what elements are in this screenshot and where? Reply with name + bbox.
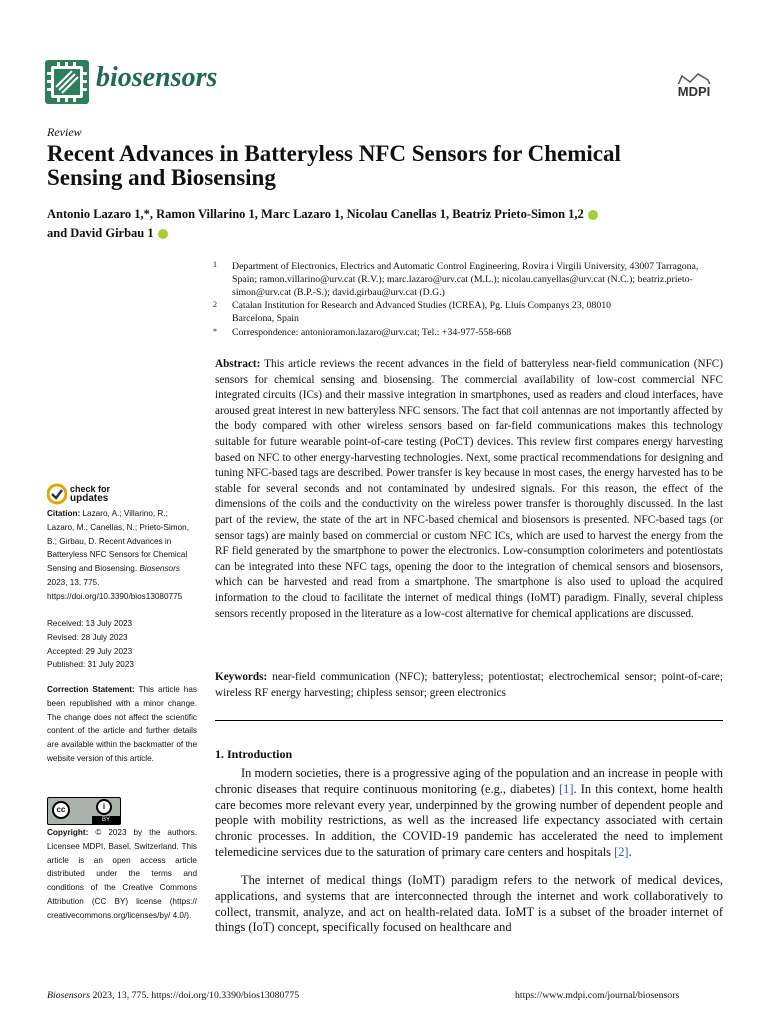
keywords-label: Keywords: [215, 671, 268, 683]
affiliation-2: Catalan Institution for Research and Advanced Studies (ICREA), Pg. Lluís Companys 23, 08010 Barcelona, Spain [232, 300, 612, 324]
authors-line-2 [47, 224, 727, 243]
authors-line-1-text: Antonio Lazaro 1,*, Ramon Villarino 1, Marc Lazaro 1, Nicolau Canellas 1, Beatriz Prieto-Simon 1,2 [47, 207, 584, 221]
correction-label: Correction Statement: [47, 685, 135, 694]
publication-dates [47, 617, 197, 672]
abstract-text: This article reviews the recent advances in the field of batteryless near-field communication (NFC) sensors for chemical sensing and biosensing. The commercial availability of low-cost commercial NFC integrated circuits (ICs) and their massive integration in smartphones, used as readers and cloud interfaces, have aroused great interest in new batteryless NFC sensors. The fact that coil antennas are not importantly affected by the body compared with other wireless sensors based on far-field communications makes this technology suitable for future wearable point-of-care testing (PoCT) devices. This review first compares energy harvesting based on NFC to other energy-harvesting technologies. Next, some practical recommendations for designing and tuning NFC-based tags are described. Power transfer is key because in most cases, the energy harvested has to be stable for several seconds and not contaminated by undesired signals. For this reason, the effect of the dimensions of the coils and the conductivity on the wireless power transfer is thoroughly discussed. In the last part of the review, the state of the art in NFC-based chemical and biosensors is presented. NFC-based tags (or sensor tags) are mainly based on commercial or custom NFC ICs, which are used to harvest the energy from the RF field generated by the smartphone to power the electronics. Low-consumption colorimeters and potentiostats can be integrated into these NFC tags, opening the door to the integration of chemical sensors and biosensors, which can be harvested and read from a smartphone. The smartphone is also used to upload the acquired information to the cloud to facilitate the internet of medical things (IoMT) paradigm. Finally, several chipless sensors recently proposed in the literature as a low-cost alternative for chemical applications are discussed. [215, 358, 723, 620]
copyright-label: Copyright: [47, 828, 89, 837]
intro-p1-body [215, 766, 723, 861]
orcid-icon[interactable] [588, 210, 598, 220]
orcid-icon[interactable] [158, 229, 168, 239]
affiliation-number: 1 [213, 260, 217, 269]
copyright [47, 826, 197, 923]
footer-journal: Biosensors [47, 990, 91, 1001]
section-heading: 1. Introduction [215, 747, 293, 761]
affiliation-1: Department of Electronics, Electrics and Automatic Control Engineering, Rovira i Virgili University, 43007 Tarragona, Spain; ramon.villarino@urv.cat (R.V.); marc.lazaro@urv.cat (M.L.); nicolau.canyellas@urv.cat (N.C.); beatriz.prieto-simon@urv.cat (B.P.-S.); david.girbau@urv.cat (D.G.) [232, 261, 699, 298]
footer-journal-url[interactable]: https://www.mdpi.com/journal/biosensors [515, 990, 680, 1001]
intro-p2-text: The internet of medical things (IoMT) paradigm refers to the network of medical devices, applications, and systems that are interconnected through the internet and work collaboratively to collect, transmit, analyze, and act on health-related data. IoMT is a subset of the broader internet of things (IoT) concept, specifically focused on healthcare and [215, 873, 723, 935]
intro-p1-text-c: . [628, 844, 632, 859]
keywords-text: near-field communication (NFC); batteryless; potentiostat; electrochemical sensor; point-of-care; wireless RF energy harvesting; chipless sensor; green electronics [215, 671, 723, 699]
mdpi-logo-icon [668, 72, 720, 105]
check-line-1: check for [70, 484, 111, 494]
correction-text: This article has been republished with a minor change. The change does not affect the scientific content of the article and further details are available within the backmatter of the website version of this article. [47, 685, 197, 763]
copyright-text: © 2023 by the authors. Licensee MDPI, Basel, Switzerland. This article is an open access article distributed under the terms and conditions of the Creative Commons Attribution (CC BY) license (https:// creativecommons.org/licenses/by/ 4.0/). [47, 828, 197, 920]
citation-doi[interactable]: 2023, 13, 775. https://doi.org/10.3390/bios13080775 [47, 577, 183, 601]
citation-text: Lazaro, A.; Villarino, R.; Lazaro, M.; Canellas, N.; Prieto-Simon, B.; Girbau, D. Recent Advances in Batteryless NFC Sensors for Chemical Sensing and Biosensing. [47, 509, 189, 574]
intro-paragraph-1 [215, 766, 723, 861]
intro-paragraph-2 [215, 873, 723, 936]
authors-line-1 [47, 205, 727, 224]
article-title: Recent Advances in Batteryless NFC Sensors for Chemical Sensing and Biosensing [47, 141, 621, 190]
abstract-label: Abstract: [215, 358, 261, 370]
citation [47, 507, 197, 604]
keywords [215, 670, 723, 701]
reference-link[interactable]: [1] [559, 781, 574, 796]
date-revised: Revised: 28 July 2023 [47, 632, 128, 642]
section-divider [215, 720, 723, 721]
check-line-2: updates [70, 493, 109, 504]
cc-by-label: BY [92, 816, 120, 824]
abstract [215, 357, 723, 622]
authors-line-2-text: and David Girbau 1 [47, 226, 154, 240]
footer-doi[interactable]: 2023, 13, 775. https://doi.org/10.3390/bios13080775 [92, 990, 300, 1001]
author-list [47, 205, 727, 243]
cc-by-license-icon[interactable] [47, 797, 121, 825]
check-for-updates-icon[interactable] [47, 483, 67, 510]
affiliation-number: * [213, 327, 217, 336]
correspondence: Correspondence: antonioramon.lazaro@urv.cat; Tel.: +34-977-558-668 [232, 327, 512, 338]
date-received: Received: 13 July 2023 [47, 619, 133, 628]
citation-label: Citation: [47, 509, 81, 518]
check-for-updates-label[interactable] [70, 484, 110, 504]
date-accepted: Accepted: 29 July 2023 [47, 646, 133, 656]
publisher-name: MDPI [677, 84, 711, 99]
journal-name: biosensors [96, 62, 218, 93]
intro-p1-text-a: In modern societies, there is a progressive aging of the population and an increase in people with chronic diseases that require continuous monitoring (e.g., diabetes) [215, 766, 723, 796]
journal-logo-icon [45, 60, 89, 104]
person-icon: i [96, 799, 112, 815]
article-type: Review [47, 125, 82, 139]
intro-p1-text-b: . In this context, home health care becomes more relevant every year, underpinned by the growing number of dependent people and people with mobility restrictions, as well as the increased life expectancy associated with certain chronic processes. In addition, the COVID-19 pandemic has accelerated the need to implement telemedicine services due to the saturation of primary care centers and hospitals [215, 781, 723, 859]
footer-citation [47, 990, 299, 1001]
correction-statement [47, 683, 197, 766]
citation-journal: Biosensors [139, 564, 180, 574]
affiliation-number: 2 [213, 300, 217, 309]
date-published: Published: 31 July 2023 [47, 660, 134, 670]
cc-icon: cc [52, 801, 70, 819]
reference-link[interactable]: [2] [614, 844, 629, 859]
